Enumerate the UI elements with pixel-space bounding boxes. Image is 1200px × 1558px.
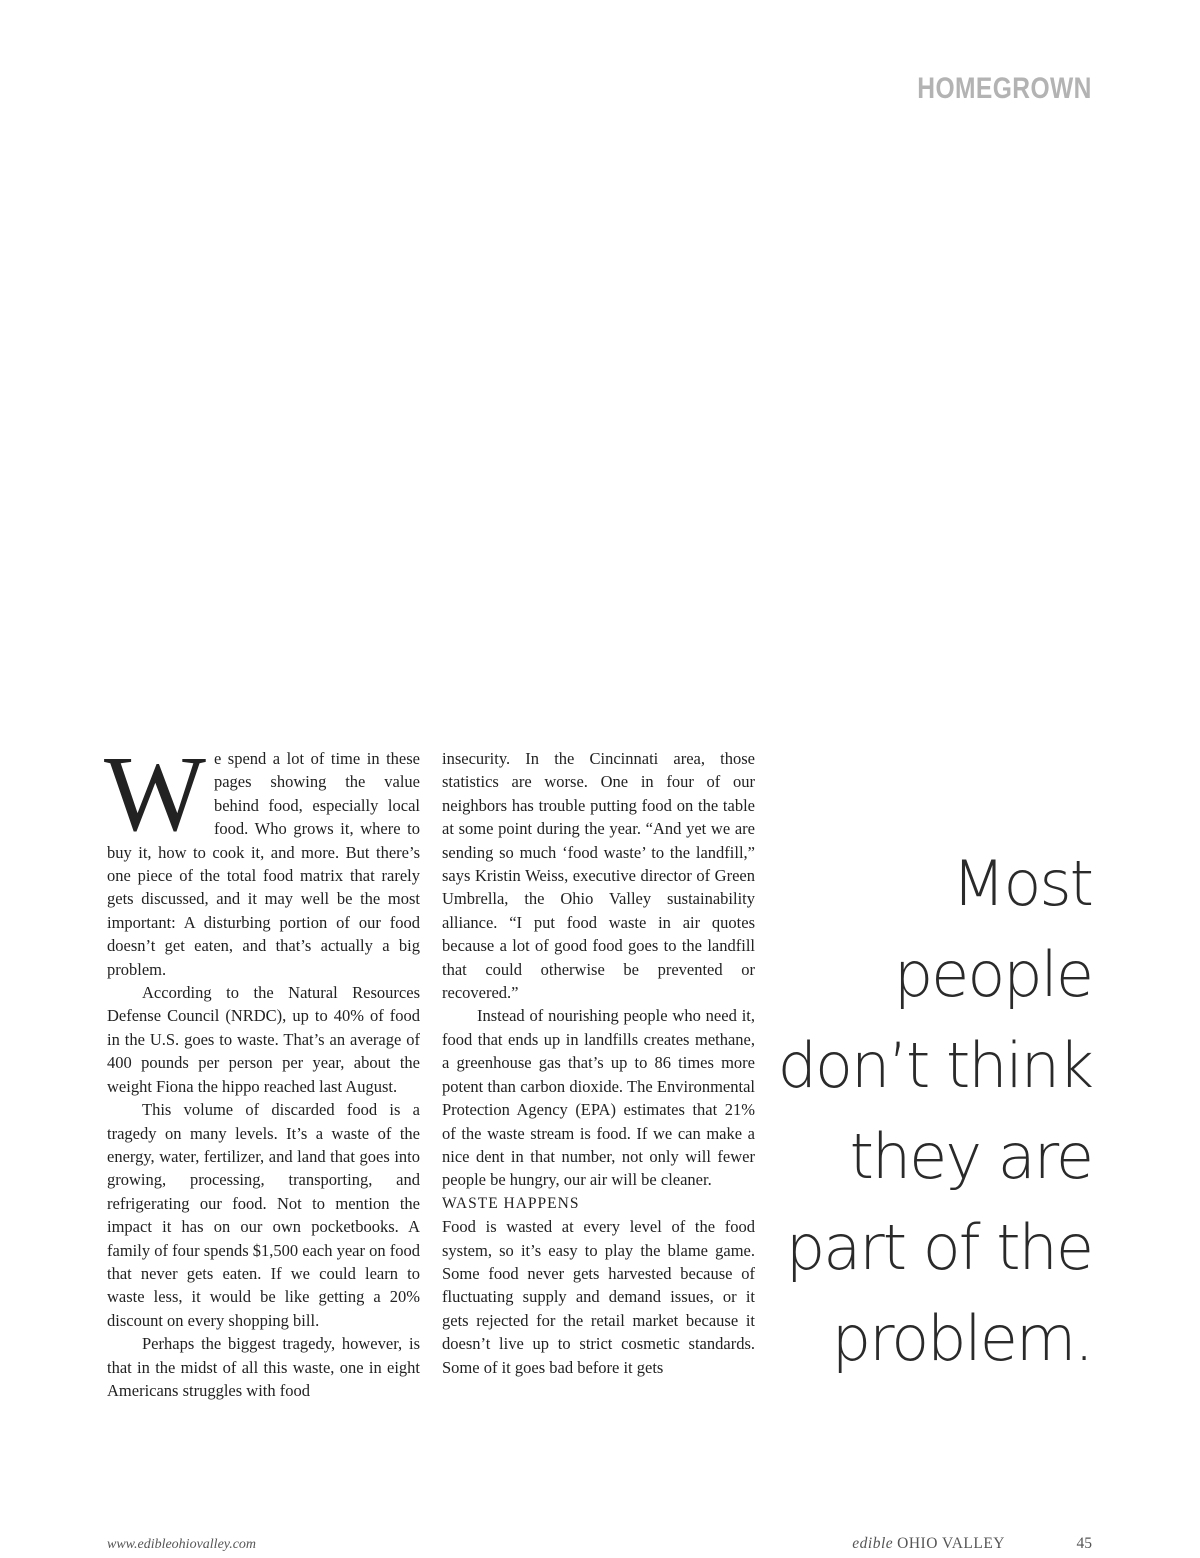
- magazine-name-italic: edible: [852, 1535, 894, 1552]
- pull-quote-line: people: [893, 938, 1092, 1011]
- pull-quote: [772, 838, 1092, 1384]
- article-paragraph: [104, 735, 420, 981]
- article-paragraph: This volume of discarded food is a tragedy on many levels. It’s a waste of the energy, water, fertilizer, and land that goes into growing, processing, transporting, and refrigerating our food. Not to mention the impact it has on our own pocketbooks. A family of four spends $1,500 each year on food that never gets eaten. If we could learn to waste less, it would be like getting a 20% discount on every shopping bill.: [107, 1100, 420, 1330]
- pull-quote-line: problem.: [831, 1302, 1092, 1375]
- article-paragraph: Instead of nourishing people who need it, food that ends up in landfills creates methane, a greenhouse gas that’s up to 86 times more potent than carbon dioxide. The Environmental Protection Agency (EPA) estimates that 21% of the waste stream is food. If we can make a nice dent in that number, not only will fewer people be hungry, our air will be cleaner.: [442, 1006, 755, 1190]
- paragraph-text: e spend a lot of time in these pages showing the value behind food, especially local food. Who grows it, where to buy it, how to cook it, and more. But there’s one piece of the total food matrix that rarely gets discussed, and it may well be the most important: A disturbing portion of our food doesn’t get eaten, and that’s actually a big problem.: [107, 749, 420, 979]
- page-number: 45: [1076, 1535, 1092, 1552]
- drop-cap: W: [104, 735, 206, 854]
- pull-quote-line: don’t think: [777, 1029, 1092, 1102]
- footer-magazine-name: [852, 1535, 1005, 1553]
- article-paragraph: Perhaps the biggest tragedy, however, is that in the midst of all this waste, one in eight Americans struggles with food: [107, 1334, 420, 1400]
- article-subhead: WASTE HAPPENS: [442, 1194, 580, 1212]
- pull-quote-line: Most: [951, 847, 1092, 920]
- article-column-2: [442, 747, 755, 1379]
- article-paragraph: According to the Natural Resources Defense Council (NRDC), up to 40% of food in the U.S. goes to waste. That’s an average of 400 pounds per person per year, about the weight Fiona the hippo reached last August.: [107, 983, 420, 1096]
- article-paragraph: Food is wasted at every level of the food system, so it’s easy to play the blame game. Some food never gets harvested because of fluctuating supply and demand issues, or it gets rejected for the retail market because it doesn’t live up to strict cosmetic standards. Some of it goes bad before it gets: [442, 1217, 755, 1377]
- footer-website-url: www.edibleohiovalley.com: [107, 1537, 257, 1552]
- pull-quote-line: they are: [849, 1120, 1092, 1193]
- pull-quote-line: part of the: [785, 1211, 1092, 1284]
- magazine-name-rest: OHIO VALLEY: [897, 1535, 1005, 1552]
- article-paragraph: insecurity. In the Cincinnati area, those statistics are worse. One in four of our neighbors has trouble putting food on the table at some point during the year. “And yet we are sending so much ‘food waste’ to the landfill,” says Kristin Weiss, executive director of Green Umbrella, the Ohio Valley sustainability alliance. “I put food waste in air quotes because a lot of good food goes to the landfill that could otherwise be prevented or recovered.”: [442, 749, 755, 1003]
- article-column-1: [104, 735, 420, 1402]
- section-label: HOMEGROWN: [917, 72, 1092, 105]
